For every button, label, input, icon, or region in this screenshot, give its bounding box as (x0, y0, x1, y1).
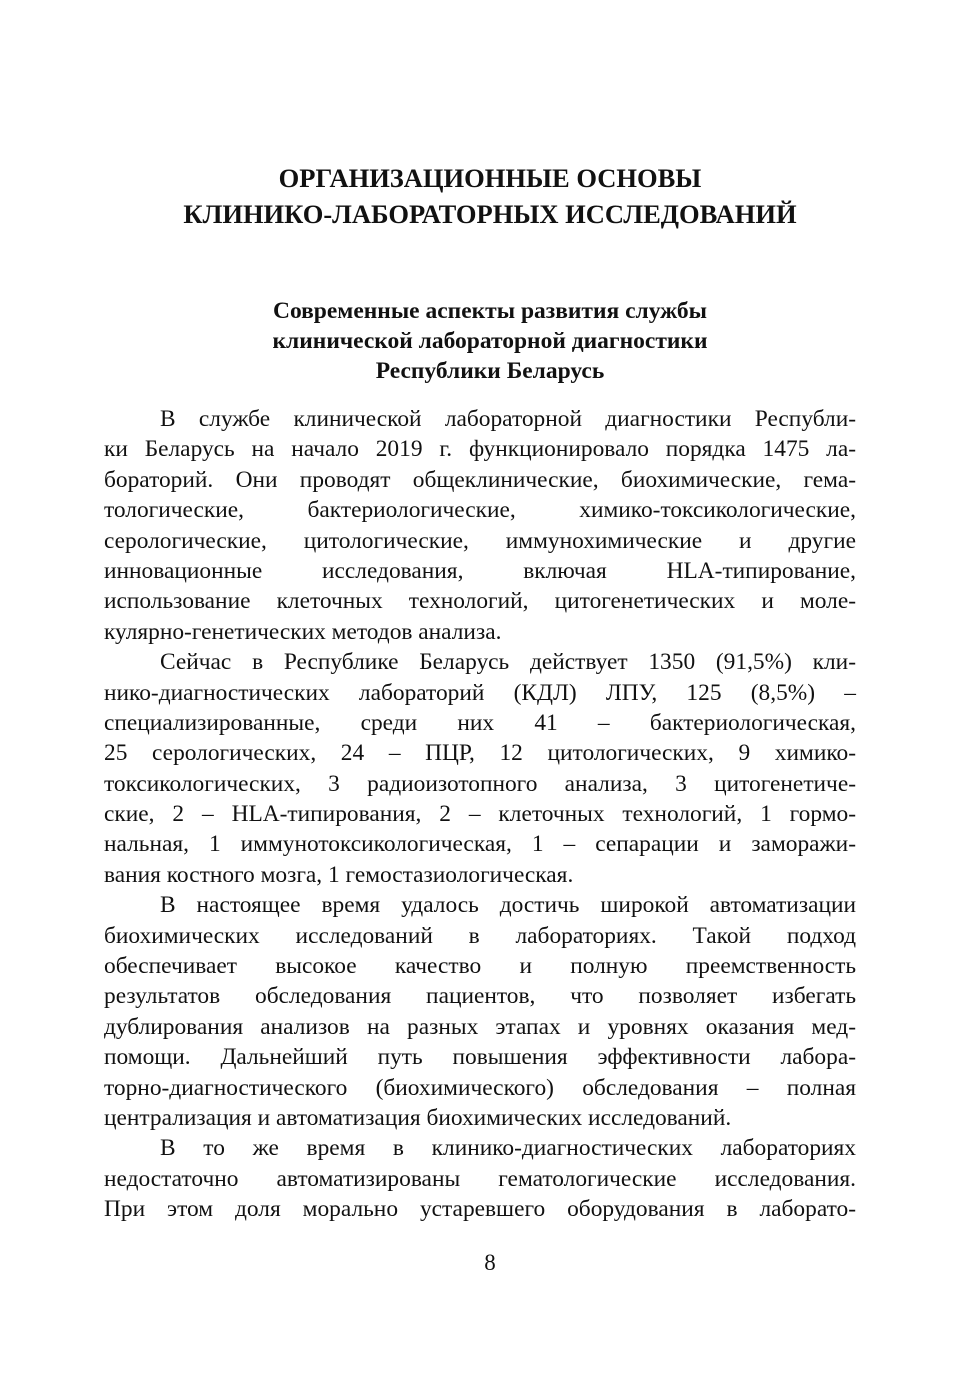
chapter-title (0, 160, 980, 232)
body-text (104, 404, 856, 1225)
text-line: Сейчас в Республике Беларусь действует 1350 (91,5%) кли- (160, 649, 856, 676)
text-line: недостаточно автоматизированы гематологические исследования. (104, 1165, 856, 1192)
chapter-title-line: КЛИНИКО-ЛАБОРАТОРНЫХ ИССЛЕДОВАНИЙ (183, 199, 797, 229)
section-title-line: Республики Беларусь (375, 358, 605, 384)
text-line: нико-диагностических лабораторий (КДЛ) ЛПУ, 125 (8,5%) – (104, 679, 856, 706)
text-line: обеспечивает высокое качество и полную преемственность (104, 953, 856, 980)
text-line: нальная, 1 иммунотоксикологическая, 1 – сепарации и заморажи- (104, 831, 856, 858)
text-line: дублирования анализов на разных этапах и уровнях оказания мед- (104, 1013, 856, 1040)
text-line: В службе клинической лабораторной диагностики Республи- (160, 406, 856, 432)
section-title (0, 296, 980, 386)
text-line: помощи. Дальнейший путь повышения эффективности лабора- (104, 1044, 856, 1071)
paragraph-3 (104, 890, 856, 1133)
text-line: инновационные исследования, включая HLA-типирование, (104, 557, 856, 584)
page-number: 8 (484, 1250, 496, 1275)
text-line: токсикологических, 3 радиоизотопного анализа, 3 цитогенетиче- (104, 770, 856, 797)
text-line: ки Беларусь на начало 2019 г. функционировало порядка 1475 ла- (104, 436, 856, 463)
text-line: ские, 2 – HLA-типирования, 2 – клеточных технологий, 1 гормо- (104, 801, 856, 828)
text-line: 25 серологических, 24 – ПЦР, 12 цитологических, 9 химико- (104, 740, 856, 767)
text-line: вания костного мозга, 1 гемостазиологическая. (104, 861, 574, 888)
chapter-title-line: ОРГАНИЗАЦИОННЫЕ ОСНОВЫ (278, 163, 702, 193)
text-line: торно-диагностического (биохимического) обследования – полная (104, 1074, 856, 1101)
text-line: бораторий. Они проводят общеклинические, биохимические, гема- (104, 466, 856, 493)
text-line: При этом доля морально устаревшего оборудования в лаборато- (104, 1196, 856, 1223)
paragraph-1 (104, 404, 856, 647)
text-line: В настоящее время удалось достичь широкой автоматизации (160, 892, 856, 919)
text-line: использование клеточных технологий, цитогенетических и моле- (104, 588, 856, 615)
text-line: В то же время в клинико-диагностических лабораториях (160, 1135, 856, 1162)
text-line: серологические, цитологические, иммунохимические и другие (104, 527, 856, 554)
text-line: биохимических исследований в лабораториях. Такой подход (104, 922, 856, 949)
text-line: специализированные, среди них 41 – бактериологическая, (104, 709, 856, 736)
text-line: результатов обследования пациентов, что позволяет избегать (104, 983, 856, 1010)
text-line: кулярно-генетических методов анализа. (104, 618, 502, 645)
paragraph-4 (104, 1133, 856, 1224)
text-line: централизация и автоматизация биохимических исследований. (104, 1104, 732, 1131)
text-line: тологические, бактериологические, химико-токсикологические, (104, 497, 856, 524)
section-title-line: клинической лабораторной диагностики (272, 328, 708, 354)
section-title-line: Современные аспекты развития службы (272, 298, 707, 324)
paragraph-2 (104, 647, 856, 890)
